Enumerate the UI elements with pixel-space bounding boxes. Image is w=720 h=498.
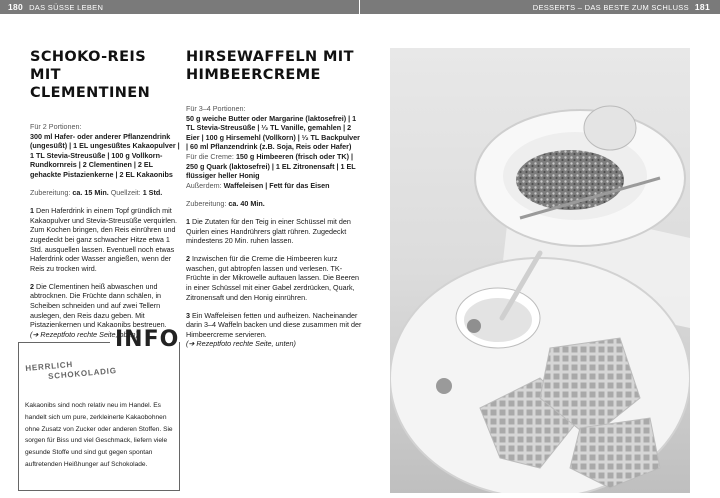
step-text: Den Haferdrink in einem Topf gründlich mit Kakaopulver und Stevia-Streusüße verquirlen. Zum Kochen bringen, den Reis einrühren und zugedeckt bei ganz schwacher Hitze etwa 1 Std. ausquellen lassen. Eventuell noch etwas Haferdrink oder Wasser angießen, wenn der Reis zu trocken wird. <box>30 206 178 273</box>
portions: Für 2 Portionen: <box>30 122 82 131</box>
photo-reference: (➔ Rezeptfoto rechte Seite, oben) <box>30 329 138 339</box>
cream-list: 150 g Himbeeren (frisch oder TK) | 250 g Quark (laktosefrei) | 1 EL Zitronensaft | 1 EL flüssiger heller Honig <box>186 151 356 181</box>
portions: Für 3–4 Portionen: <box>186 104 246 113</box>
prep-label: Zubereitung: <box>186 198 227 208</box>
page-header <box>0 0 720 14</box>
info-title: INFO <box>115 327 180 352</box>
recipe-title-line2: CLEMENTINEN <box>30 85 151 101</box>
extra-label: Außerdem: <box>186 180 222 190</box>
right-page-number: 181 <box>694 2 710 12</box>
step-number: 1 <box>30 206 34 216</box>
extra-ingredients <box>186 181 362 191</box>
recipe-title-line1: SCHOKO-REIS MIT <box>30 49 147 83</box>
step-2 <box>186 254 362 302</box>
step-number: 2 <box>186 254 190 264</box>
cream-ingredients <box>186 152 362 181</box>
recipe-title <box>186 48 362 84</box>
recipe-schoko-reis <box>30 48 180 348</box>
info-subtitle-line1: HERRLICH <box>25 359 74 373</box>
right-running-title: DESSERTS – DAS BESTE ZUM SCHLUSS <box>532 2 689 12</box>
cream-label: Für die Creme: <box>186 151 234 161</box>
step-text: Inzwischen für die Creme die Himbeeren kurz waschen, gut abtropfen lassen und verlesen. TK-Früchte in der Mikrowelle auftauen lassen. Die Beeren in einer Schüssel mit einer Gabel zerdrücken, Quark, Zitronensaft und den Honig einrühren. <box>186 254 359 302</box>
prep-label: Zubereitung: <box>30 188 71 198</box>
info-text: Kakaonibs sind noch relativ neu im Handel. Es handelt sich um pure, zerkleinerte Kakaobohnen ohne Zusatz von Zucker oder anderen Stoffen. Sie sorgen für Biss und viel Geschmack, liefern viele gesunde Stoffe und sind gut gegen spontan auftretenden Heißhunger auf Schokolade. <box>25 402 173 468</box>
info-subtitle-line2: SCHOKOLADIG <box>47 366 118 382</box>
step-text: Die Zutaten für den Teig in einer Schüssel mit den Quirlen eines Handrührers glatt rühren. Zugedeckt mindestens 20 Min. ruhen lassen. <box>186 216 351 246</box>
recipe-title-line1: HIRSEWAFFELN MIT <box>186 49 354 65</box>
step-1 <box>30 206 180 273</box>
recipe-hirsewaffeln <box>186 48 362 358</box>
info-subtitle <box>25 356 117 384</box>
ingredients: 300 ml Hafer- oder anderer Pflanzendrink (ungesüßt) | 1 EL ungesüßtes Kakaopulver | 1 TL Stevia-Streusüße | 100 g Vollkorn-Rundkornreis | 2 Clementinen | 2 EL gehackte Pistazienkerne | 2 EL Kakaonibs <box>30 131 180 179</box>
raspberry <box>436 378 452 394</box>
recipe-title <box>30 48 180 102</box>
timing <box>186 199 362 209</box>
prep-value: ca. 40 Min. <box>228 198 265 208</box>
soak-value: 1 Std. <box>142 188 163 198</box>
step-text: Die Clementinen heiß abwaschen und abtrocknen. Die Früchte dann schälen, in Scheiben schneiden und auf zwei Tellern auslegen, den Reis dazu geben. Mit Pistazienkernen und Kakaonibs bestreuen. <box>30 281 167 330</box>
photo-reference: (➔ Rezeptfoto rechte Seite, unten) <box>186 339 296 349</box>
recipe-title-line2: HIMBEERCREME <box>186 67 321 83</box>
left-running-title: DAS SÜSSE LEBEN <box>29 2 104 12</box>
step-number: 2 <box>30 281 34 291</box>
extra-list: Waffeleisen | Fett für das Eisen <box>223 180 330 190</box>
step-number: 3 <box>186 310 190 320</box>
step-text: Ein Waffeleisen fetten und aufheizen. Nacheinander darin 3–4 Waffeln backen und diese zusammen mit der Himbeercreme servieren. <box>186 310 362 339</box>
recipe-photo <box>390 48 690 493</box>
header-left <box>0 0 360 14</box>
timing <box>30 188 180 198</box>
ingredients: 50 g weiche Butter oder Margarine (laktosefrei) | 1 TL Stevia-Streusüße | ¹⁄₂ TL Vanille, gemahlen | 2 Eier | 100 g Hirsemehl (Vollkorn) | ¹⁄₂ TL Backpulver | 60 ml Pflanzendrink (z.B. Soja, Reis oder Hafer) <box>186 113 360 152</box>
step-1 <box>186 217 362 246</box>
step-3 <box>186 311 362 349</box>
chocolate-rice <box>516 150 624 210</box>
raspberry <box>467 319 481 333</box>
left-page-number: 180 <box>8 2 24 12</box>
header-right <box>360 0 720 14</box>
soak-label: Quellzeit: <box>110 188 141 198</box>
step-number: 1 <box>186 216 190 226</box>
prep-value: ca. 15 Min. <box>72 188 109 198</box>
clementine-slice <box>584 106 636 150</box>
